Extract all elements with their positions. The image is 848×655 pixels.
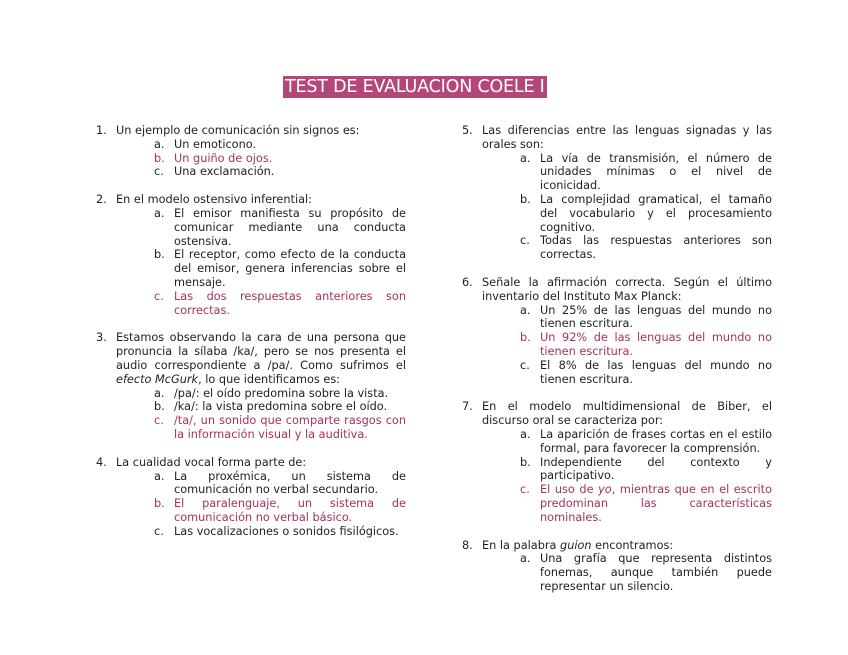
- question-stem: En el modelo ostensivo inferential:: [116, 193, 312, 207]
- option-b-correct: [116, 152, 406, 166]
- option-letter: b.: [520, 455, 531, 469]
- question-stem: Señale la afirmación correcta. Según el último inventario del Instituto Max Planck:: [482, 275, 772, 303]
- option-a: [482, 552, 772, 593]
- option-a: [116, 387, 406, 401]
- option-text: /ka/: la vista predomina sobre el oído.: [174, 400, 388, 414]
- option-letter: a.: [520, 552, 531, 566]
- stem-text: encontramos:: [591, 538, 674, 552]
- option-a: [116, 138, 406, 152]
- question-number: 4.: [96, 455, 107, 469]
- stem-text: , lo que identificamos es:: [198, 372, 341, 386]
- option-b: [116, 248, 406, 289]
- option-b-correct: [482, 331, 772, 359]
- option-text: Todas las respuestas anteriores son correctas.: [540, 234, 772, 262]
- question-6: [462, 276, 772, 386]
- option-letter: a.: [520, 303, 531, 317]
- question-number: 7.: [462, 400, 473, 414]
- option-a: [116, 470, 406, 498]
- question-number: 5.: [462, 124, 473, 137]
- option-text: Independiente del contexto y participativo.: [540, 455, 772, 483]
- stem-text: En la palabra: [482, 538, 561, 552]
- question-2: [96, 193, 406, 317]
- option-c-correct: [116, 290, 406, 318]
- option-c: [116, 525, 406, 539]
- option-letter: b.: [154, 248, 165, 262]
- question-stem: [482, 539, 772, 553]
- question-stem: Las diferencias entre las lenguas signadas y las orales son:: [482, 124, 772, 151]
- option-letter: a.: [154, 206, 165, 220]
- option-a: [116, 207, 406, 248]
- questions-right-column: [462, 124, 772, 608]
- option-c: [482, 234, 772, 262]
- option-letter: a.: [154, 137, 165, 151]
- question-number: 6.: [462, 275, 473, 289]
- option-c-correct: [116, 414, 406, 442]
- option-text: Un guiño de ojos.: [174, 151, 273, 165]
- option-text: Una grafía que representa distintos fonemas, aunque también puede representar un silencio.: [540, 552, 772, 593]
- option-a: [482, 304, 772, 332]
- question-3: [96, 331, 406, 441]
- option-text: Un 25% de las lenguas del mundo no tienen escritura.: [540, 303, 772, 331]
- question-number: 8.: [462, 538, 473, 552]
- question-stem: [116, 331, 406, 386]
- option-a: [482, 152, 772, 193]
- question-stem: La cualidad vocal forma parte de:: [116, 455, 307, 469]
- stem-emphasis: efecto McGurk: [116, 372, 199, 386]
- question-stem: Un ejemplo de comunicación sin signos es:: [116, 124, 360, 137]
- question-1: [96, 124, 406, 179]
- option-text: El emisor manifiesta su propósito de comunicar mediante una conducta ostensiva.: [174, 206, 406, 248]
- option-text: Una exclamación.: [174, 165, 275, 179]
- option-c: [482, 359, 772, 387]
- option-text: La aparición de frases cortas en el estilo formal, para favorecer la comprensión.: [540, 427, 772, 455]
- option-text: El paralenguaje, un sistema de comunicación no verbal básico.: [174, 497, 406, 524]
- option-text: , mientras que en el escrito predominan las características nominales.: [540, 483, 772, 524]
- option-b: [482, 456, 772, 484]
- option-letter: b.: [154, 151, 165, 165]
- question-number: 2.: [96, 193, 107, 207]
- question-5: [462, 124, 772, 262]
- question-4: [96, 456, 406, 539]
- option-text: El uso de: [540, 483, 599, 497]
- option-c: [116, 165, 406, 179]
- option-letter: c.: [154, 524, 164, 538]
- option-b: [482, 193, 772, 234]
- option-letter: b.: [154, 400, 165, 414]
- option-letter: b.: [520, 192, 531, 206]
- stem-text: Estamos observando la cara de una persona que pronuncia la sílaba /ka/, pero se nos presenta el audio correspondiente a /pa/. Como sufrimos el: [116, 331, 406, 372]
- page-title: TEST DE EVALUACION COELE I: [285, 77, 545, 97]
- option-letter: a.: [154, 386, 165, 400]
- question-number: 1.: [96, 124, 107, 137]
- option-a: [482, 428, 772, 456]
- option-c-correct: [482, 483, 772, 524]
- option-text: El receptor, como efecto de la conducta del emisor, genera inferencias sobre el mensaje.: [174, 248, 406, 289]
- question-8: [462, 539, 772, 594]
- option-letter: c.: [154, 414, 164, 428]
- question-7: [462, 400, 772, 524]
- option-text: La vía de transmisión, el número de unidades mínimas o el nivel de iconicidad.: [540, 151, 772, 193]
- option-text: Las dos respuestas anteriores son correctas.: [174, 289, 406, 317]
- option-letter: c.: [520, 234, 530, 248]
- option-b: [116, 400, 406, 414]
- option-text: El 8% de las lenguas del mundo no tienen escritura.: [540, 358, 772, 386]
- option-letter: a.: [154, 469, 165, 483]
- option-letter: a.: [520, 427, 531, 441]
- question-number: 3.: [96, 331, 107, 345]
- option-text: Las vocalizaciones o sonidos fisilógicos.: [174, 524, 399, 538]
- option-letter: a.: [520, 151, 531, 165]
- option-letter: b.: [154, 497, 165, 511]
- option-emphasis: yo: [598, 483, 612, 497]
- option-text: Un 92% de las lenguas del mundo no tienen escritura.: [540, 331, 772, 358]
- option-text: /ta/, un sonido que comparte rasgos con la información visual y la auditiva.: [174, 414, 406, 441]
- option-letter: c.: [520, 358, 530, 372]
- questions-left-column: [96, 124, 406, 553]
- option-text: La proxémica, un sistema de comunicación no verbal secundario.: [174, 469, 406, 497]
- option-b-correct: [116, 497, 406, 525]
- option-text: /pa/: el oído predomina sobre la vista.: [174, 386, 389, 400]
- stem-emphasis: guion: [560, 538, 592, 552]
- option-letter: b.: [520, 331, 531, 345]
- option-letter: c.: [154, 165, 164, 179]
- option-text: Un emoticono.: [174, 137, 257, 151]
- option-letter: c.: [154, 289, 164, 303]
- option-letter: c.: [520, 483, 530, 497]
- question-stem: En el modelo multidimensional de Biber, el discurso oral se caracteriza por:: [482, 400, 772, 428]
- option-text: La complejidad gramatical, el tamaño del vocabulario y el procesamiento cognitivo.: [540, 192, 772, 234]
